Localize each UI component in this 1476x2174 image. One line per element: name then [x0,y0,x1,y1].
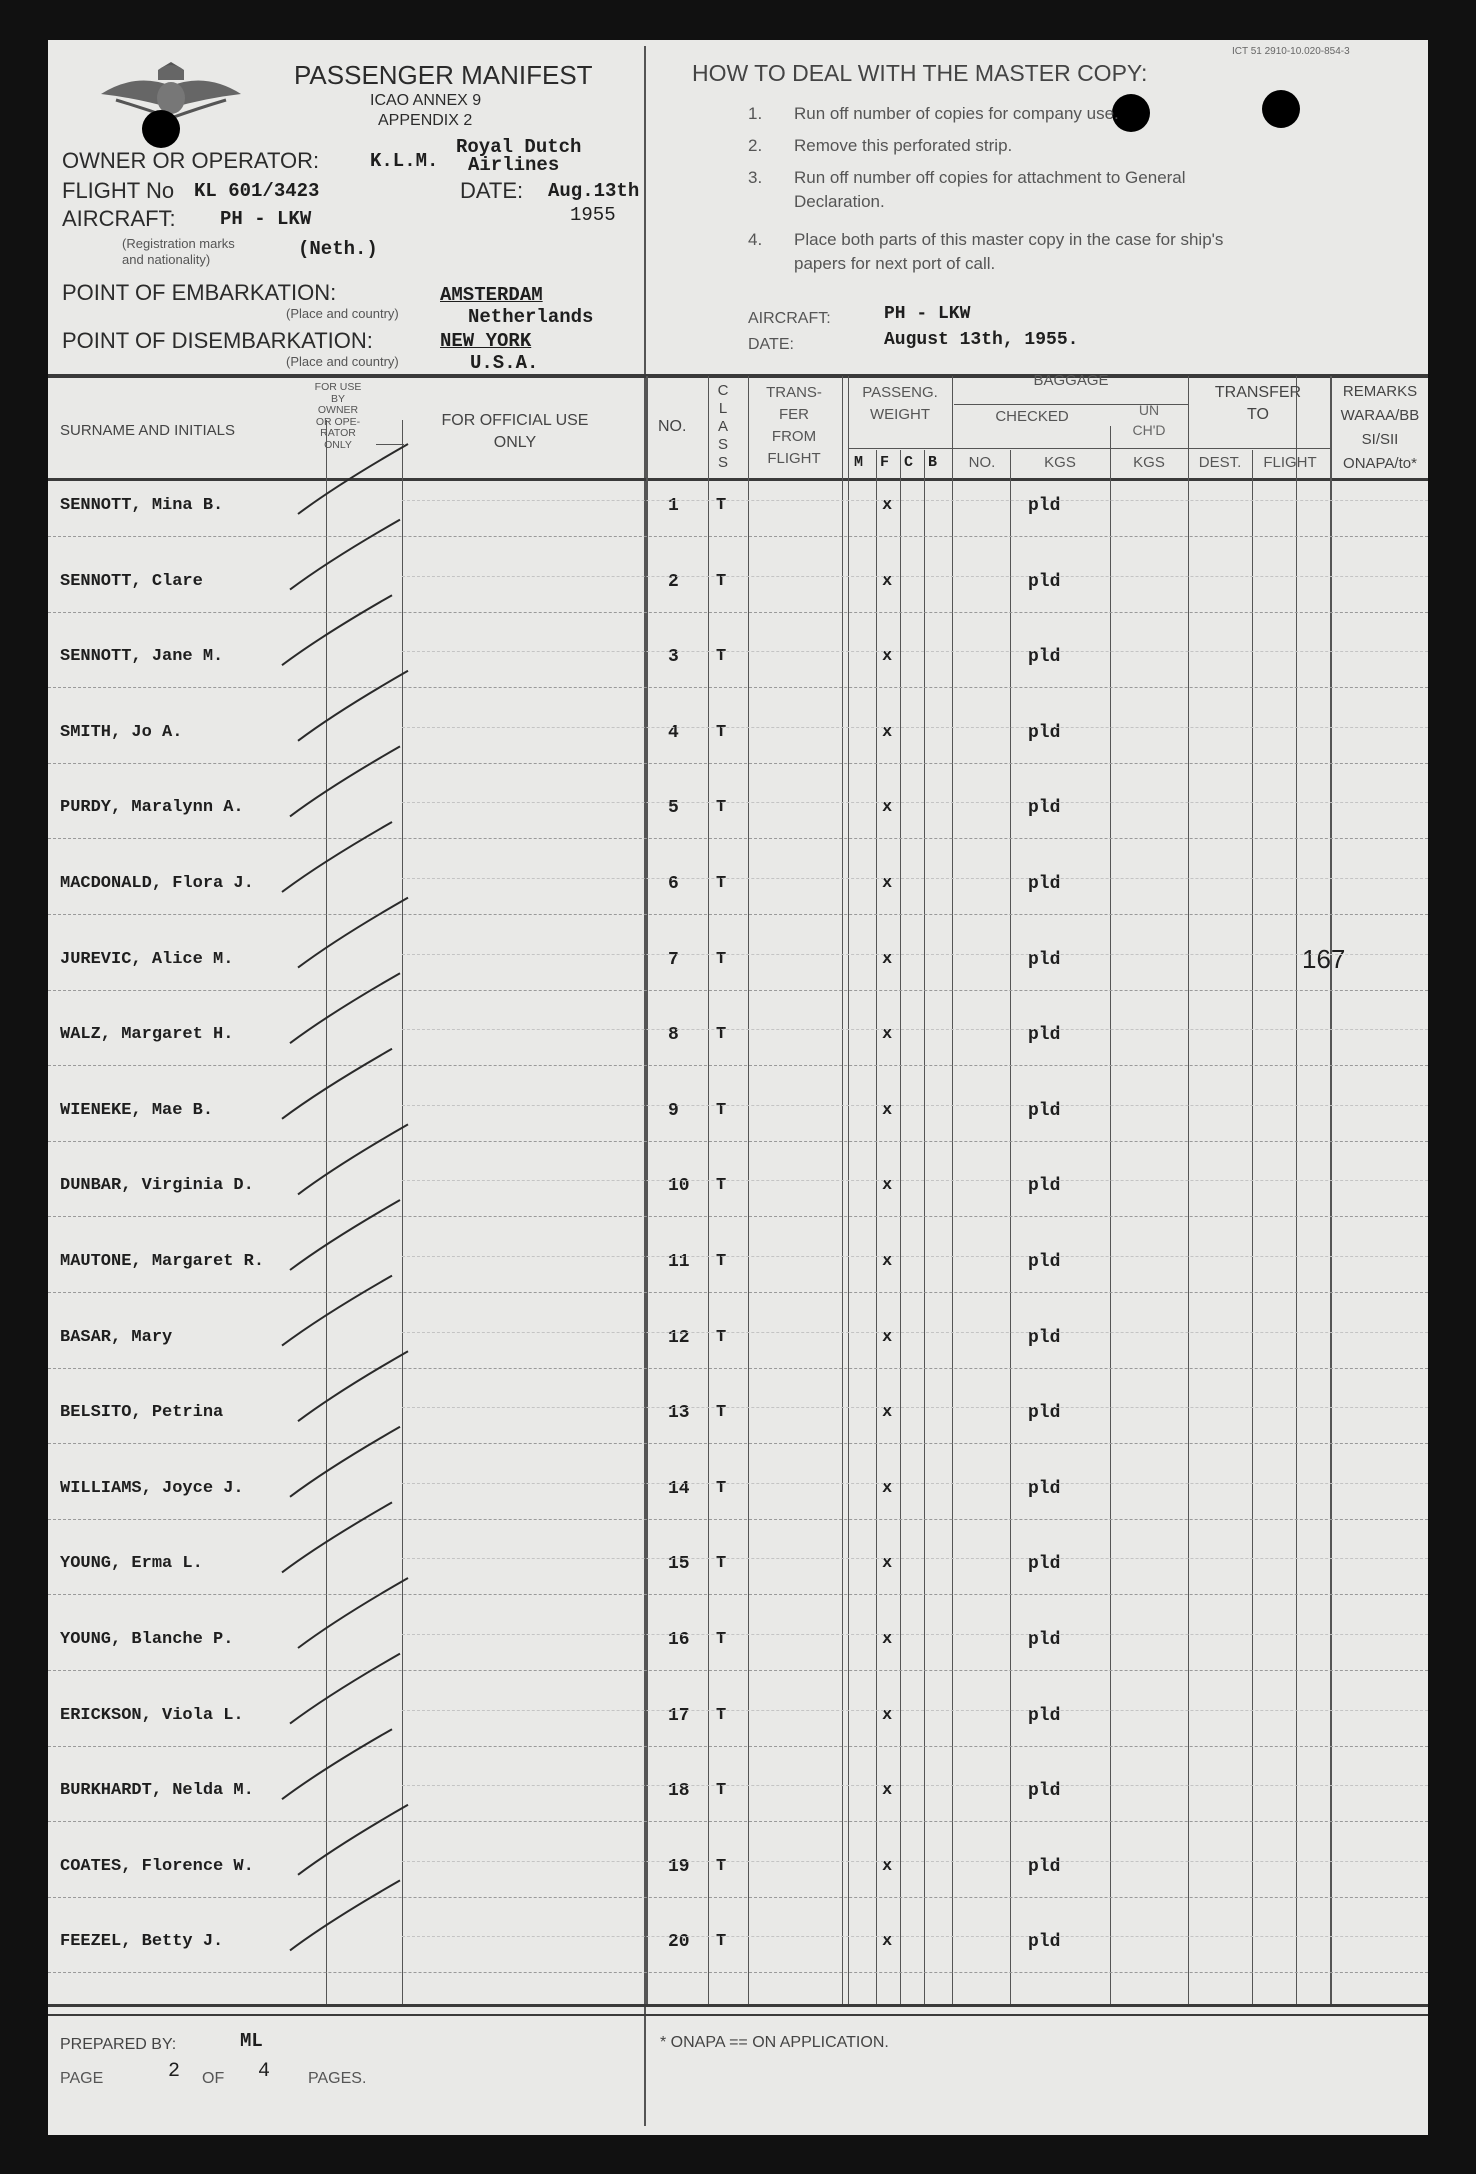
passenger-class: T [716,1252,727,1271]
passenger-no: 12 [668,1327,690,1348]
passenger-no: 18 [668,1781,690,1802]
passenger-class: T [716,722,727,742]
check-tick-mark [298,1578,408,1648]
disembarkation-note: (Place and country) [286,354,399,369]
baggage-kgs: pld [1028,1252,1061,1272]
disembarkation-value: NEW YORK [440,330,532,352]
col-dest: DEST. [1198,454,1242,471]
manifest-page [48,40,1428,2135]
col-weight-c: C [904,454,914,471]
passenger-no: 14 [668,1478,690,1499]
baggage-kgs: pld [1028,1856,1061,1877]
col-unchd-kgs: KGS [1133,454,1165,471]
passenger-remark: 167 [1302,943,1346,974]
baggage-kgs: pld [1028,1100,1061,1121]
prepared-value: ML [240,2030,263,2052]
passenger-class: T [716,1478,727,1498]
passenger-name: BASAR, Mary [60,1327,173,1347]
pages-label: PAGES. [308,2070,367,2087]
passenger-weight-f: x [882,1856,893,1876]
instruction-number: 1. [748,104,763,123]
col-baggage: BAGGAGE [1033,372,1109,389]
passenger-weight-f: x [882,1327,893,1347]
passenger-name: SENNOTT, Jane M. [60,647,224,667]
disembarkation-country: U.S.A. [470,352,539,374]
col-official-use: FOR OFFICIAL USE ONLY [441,412,589,451]
manifest-title: PASSENGER MANIFEST [294,60,593,90]
passenger-weight-f: x [882,571,893,591]
date-year: 1955 [570,204,616,226]
form-code: ICT 51 2910-10.020-854-3 [1232,46,1350,57]
instructions-title: HOW TO DEAL WITH THE MASTER COPY: [692,60,1148,86]
passenger-no: 10 [668,1176,690,1197]
page-value: 2 [168,2060,181,2083]
instruction-number: 3. [748,168,763,187]
baggage-kgs: pld [1028,496,1061,516]
check-tick-mark [290,973,400,1043]
passenger-weight-f: x [882,874,893,893]
passenger-name: MACDONALD, Flora J. [60,874,254,893]
passenger-class: T [716,1100,727,1120]
prepared-label: PREPARED BY: [60,2036,177,2053]
col-weight: PASSENG. WEIGHT [862,384,938,423]
passenger-weight-f: x [882,1705,893,1725]
passenger-weight-f: x [882,1100,893,1120]
owner-value-line2: Royal Dutch [456,136,582,158]
tick-marks [48,40,1428,2135]
baggage-kgs: pld [1028,949,1061,970]
passenger-name: COATES, Florence W. [60,1856,254,1876]
passenger-name: WALZ, Margaret H. [60,1025,234,1045]
col-weight-f: F [880,454,890,471]
col-bag-no: NO. [968,454,996,471]
page-label: PAGE [60,2070,104,2087]
baggage-kgs: pld [1028,1025,1061,1046]
passenger-class: T [716,571,727,591]
col-remarks: REMARKS WARAA/BB SI/SII ONAPA/to* [1340,383,1420,472]
passenger-class: T [716,798,727,818]
passenger-weight-f: x [882,1630,893,1649]
passenger-no: 8 [668,1025,679,1046]
baggage-kgs: pld [1028,1327,1061,1348]
baggage-kgs: pld [1028,798,1061,819]
col-transfer-to: TRANSFER TO [1214,384,1302,423]
baggage-kgs: pld [1028,722,1061,743]
passenger-class: T [716,647,727,667]
instruction-text: Remove this perforated strip. [794,136,1013,155]
baggage-kgs: pld [1028,647,1061,668]
check-tick-mark [282,822,392,892]
check-tick-mark [298,1805,408,1875]
passenger-name: SENNOTT, Clare [60,571,203,591]
col-weight-b: B [928,454,938,471]
check-tick-mark [282,595,392,665]
aircraft-value: PH - LKW [220,208,312,230]
passenger-weight-f: x [882,1176,893,1196]
baggage-kgs: pld [1028,1932,1061,1953]
check-tick-mark [282,1729,392,1799]
of-value: 4 [258,2060,271,2083]
passenger-no: 6 [668,874,679,894]
passenger-no: 17 [668,1705,690,1726]
flight-label: FLIGHT No [62,178,175,203]
passenger-weight-f: x [882,949,893,969]
passenger-no: 1 [668,496,679,516]
passenger-class: T [716,1327,727,1347]
check-tick-mark [290,746,400,816]
owner-value-line3: Airlines [468,154,560,176]
passenger-class: T [716,1554,727,1574]
check-tick-mark [298,671,408,741]
passenger-weight-f: x [882,496,893,515]
passenger-no: 11 [668,1252,690,1272]
check-tick-mark [298,1351,408,1421]
onapa-note: * ONAPA == ON APPLICATION. [660,2034,889,2051]
registration-value: (Neth.) [298,238,378,260]
passenger-no: 3 [668,647,679,668]
passenger-name: SMITH, Jo A. [60,722,183,742]
annex-label: ICAO ANNEX 9 [370,92,482,109]
passenger-class: T [716,1403,727,1423]
passenger-weight-f: x [882,1478,893,1498]
passenger-weight-f: x [882,798,893,818]
baggage-kgs: pld [1028,1176,1061,1197]
embarkation-label: POINT OF EMBARKATION: [62,280,337,305]
passenger-weight-f: x [882,1554,893,1574]
passenger-class: T [716,1781,727,1801]
passenger-name: YOUNG, Erma L. [60,1554,203,1574]
instruction-text-line2: papers for next port of call. [794,254,996,273]
passenger-class: T [716,1630,727,1649]
passenger-class: T [716,1176,727,1196]
passenger-no: 4 [668,722,679,743]
embarkation-country: Netherlands [468,306,594,328]
col-weight-m: M [854,454,864,471]
passenger-name: FEEZEL, Betty J. [60,1932,224,1952]
col-bag-kgs: KGS [1044,454,1076,471]
embarkation-note: (Place and country) [286,306,399,321]
passenger-weight-f: x [882,1932,893,1952]
passenger-name: JUREVIC, Alice M. [60,949,234,969]
check-tick-mark [290,520,400,590]
check-tick-mark [298,444,408,514]
of-label: OF [202,2070,225,2087]
check-tick-mark [298,1124,408,1194]
baggage-kgs: pld [1028,571,1061,592]
passenger-name: ERICKSON, Viola L. [60,1705,244,1725]
baggage-kgs: pld [1028,1705,1061,1726]
passenger-name: BELSITO, Petrina [60,1403,224,1423]
check-tick-mark [282,1502,392,1572]
passenger-no: 19 [668,1856,690,1877]
registration-note-line2: and nationality) [122,252,211,267]
instruction-text-line2: Declaration. [794,192,885,211]
instruction-number: 4. [748,230,763,249]
passenger-name: SENNOTT, Mina B. [60,496,224,515]
passenger-no: 2 [668,571,679,592]
passenger-class: T [716,1705,727,1725]
baggage-kgs: pld [1028,1478,1061,1499]
registration-note: (Registration marks [122,236,235,251]
disembarkation-label: POINT OF DISEMBARKATION: [62,328,373,353]
flight-value: KL 601/3423 [194,180,320,202]
embarkation-value: AMSTERDAM [440,284,543,306]
owner-value: K.L.M. [370,150,439,172]
baggage-kgs: pld [1028,1554,1061,1575]
passenger-class: T [716,1025,727,1045]
instr-date-value: August 13th, 1955. [884,330,1079,350]
passenger-no: 9 [668,1100,679,1121]
passenger-no: 16 [668,1630,690,1650]
passenger-name: DUNBAR, Virginia D. [60,1176,254,1196]
passenger-weight-f: x [882,722,893,742]
passenger-weight-f: x [882,1403,893,1423]
check-tick-mark [298,898,408,968]
passenger-name: BURKHARDT, Nelda M. [60,1781,254,1801]
baggage-kgs: pld [1028,1403,1061,1424]
date-value: Aug.13th [548,180,640,202]
check-tick-mark [282,1276,392,1346]
passenger-class: T [716,949,727,969]
passenger-class: T [716,874,727,893]
col-owner-use: FOR USE BY OWNER OR OPE- RATOR ONLY [314,381,362,451]
instruction-text: Run off number off copies for attachment to General [794,168,1186,187]
check-tick-mark [290,1880,400,1950]
col-surname: SURNAME AND INITIALS [60,422,236,439]
passenger-weight-f: x [882,647,893,667]
passenger-class: T [716,1856,727,1876]
passenger-name: PURDY, Maralynn A. [60,798,244,818]
check-tick-mark [290,1427,400,1497]
col-class: C L A S S [717,382,729,471]
passenger-class: T [716,1932,727,1952]
instr-aircraft-label: AIRCRAFT: [748,310,831,327]
passenger-name: YOUNG, Blanche P. [60,1630,234,1649]
col-no: NO. [658,418,687,435]
passenger-weight-f: x [882,1025,893,1045]
passenger-weight-f: x [882,1781,893,1801]
passenger-no: 5 [668,798,679,819]
instr-date-label: DATE: [748,336,794,353]
passenger-class: T [716,496,727,515]
baggage-kgs: pld [1028,1781,1061,1802]
owner-label: OWNER OR OPERATOR: [62,148,320,173]
instruction-text: Run off number of copies for company use. [794,104,1119,123]
date-label: DATE: [460,178,524,203]
passenger-weight-f: x [882,1252,893,1271]
aircraft-label: AIRCRAFT: [62,206,176,231]
col-flight: FLIGHT [1263,454,1317,471]
passenger-name: MAUTONE, Margaret R. [60,1252,265,1271]
passenger-no: 15 [668,1554,690,1575]
baggage-kgs: pld [1028,874,1061,894]
check-tick-mark [290,1654,400,1724]
passenger-name: WIENEKE, Mae B. [60,1100,214,1120]
instr-aircraft-value: PH - LKW [884,304,971,324]
passenger-no: 7 [668,949,679,970]
passenger-no: 13 [668,1403,690,1424]
instruction-number: 2. [748,136,763,155]
passenger-no: 20 [668,1932,690,1953]
instruction-text: Place both parts of this master copy in the case for ship's [794,230,1224,249]
check-tick-mark [290,1200,400,1270]
baggage-kgs: pld [1028,1630,1061,1650]
passenger-name: WILLIAMS, Joyce J. [60,1478,244,1498]
col-checked: CHECKED [995,408,1069,425]
col-transfer-from: TRANS- FER FROM FLIGHT [766,384,822,467]
appendix-label: APPENDIX 2 [378,112,473,129]
col-unchd: UN CH'D [1132,402,1166,438]
check-tick-mark [282,1049,392,1119]
